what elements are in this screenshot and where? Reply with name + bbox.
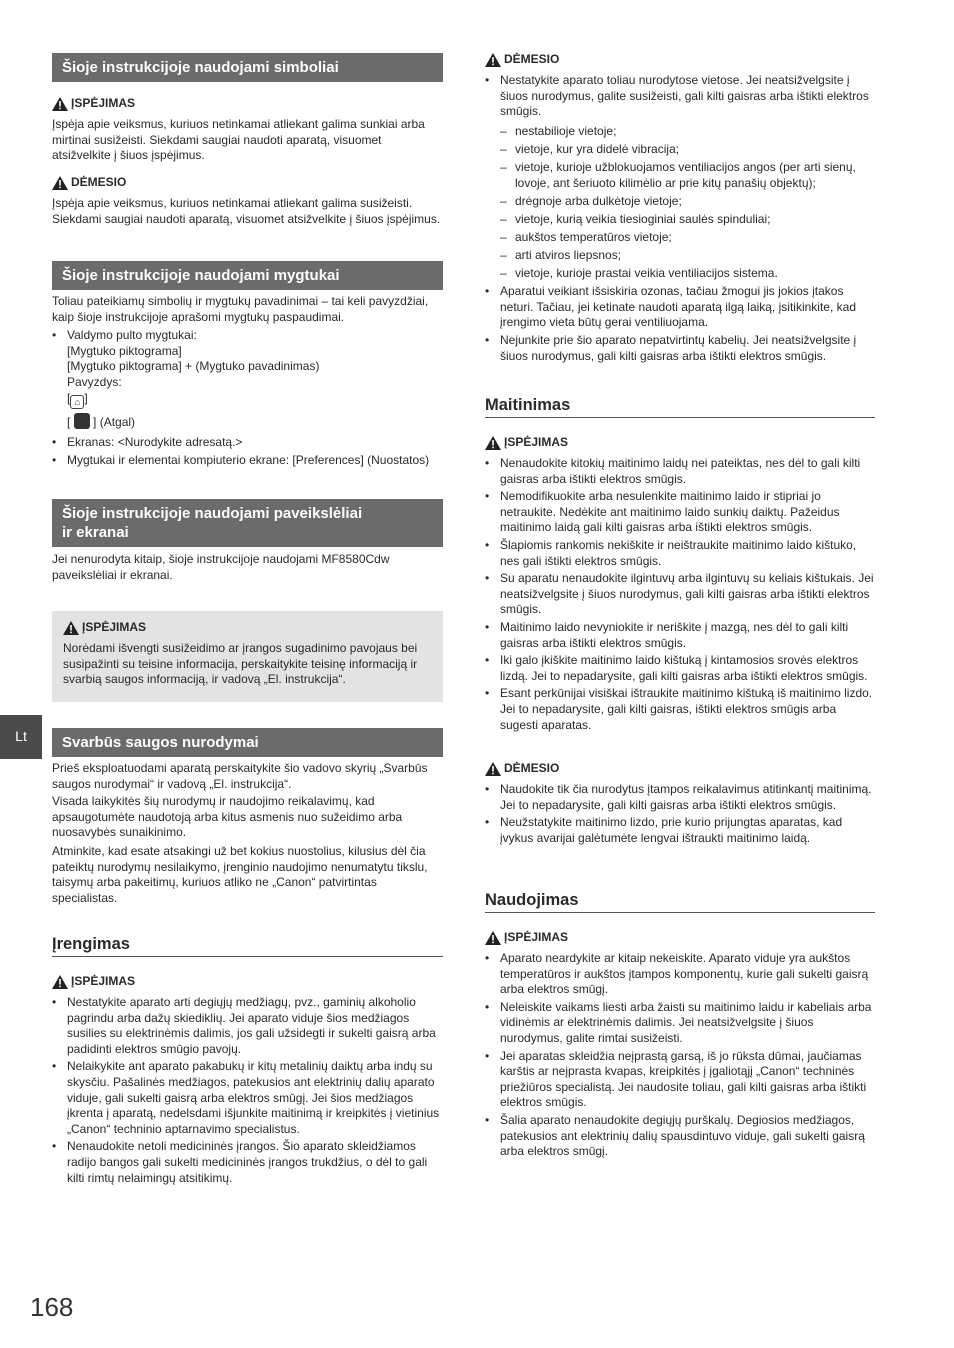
dash-item: – vietoje, kur yra didelė vibracija; — [485, 142, 875, 158]
power-caution-label — [485, 761, 559, 777]
install-heading: Įrengimas — [52, 937, 443, 957]
warning-label-text: ĮSPĖJIMAS — [71, 96, 136, 110]
graybox-warning-label — [63, 620, 146, 636]
warning-label-text: ĮSPĖJIMAS — [82, 620, 147, 634]
symbols-caution-text: Įspėja apie veiksmus, kuriuos netinkamai atliekant galima susižeisti. Siekdami saugiai naudoti aparatą, visuomet atsižvelkite į šiuos įspėjimus. — [52, 196, 441, 226]
images-heading — [52, 499, 443, 547]
dash-item: – aukštos temperatūros vietoje; — [485, 230, 875, 246]
images-heading-line: ir ekranai — [62, 524, 129, 541]
list-item: • Nemodifikuokite arba nesulenkite maitinimo laido ir stipriai jo netraukite. Nedėkite ant maitinimo laido sunkių daiktų. Pažeidus maitinimo laidą gali kilti gaisras arba ištikti elektros smūgis. — [485, 489, 875, 536]
list-item: • Šlapiomis rankomis nekiškite ir neištraukite maitinimo laido kištuko, nes gali ištikti elektros smūgis. — [485, 538, 875, 569]
bracket: [ — [67, 391, 71, 406]
dash-item: – drėgnoje arba dulkėtoje vietoje; — [485, 194, 875, 210]
usage-warning-label — [485, 930, 568, 946]
list-item: • Su aparatu nenaudokite ilgintuvų arba ilgintuvų su keliais kištukais. Jei neatsižvelgsite į šiuos nurodymus, gali kilti gaisras arba ištikti elektros smūgis. — [485, 571, 875, 618]
dash-item: – vietoje, kurią veikia tiesioginiai saulės spinduliai; — [485, 212, 875, 228]
dash-item: – vietoje, kurioje užblokuojamos ventiliacijos angos (per arti sienų, lovoje, ant šeriuoto kilimėlio ar prie kitų panašių objektų); — [485, 160, 875, 191]
list-item-text: [Mygtuko piktograma] + (Mygtuko pavadinimas) — [67, 359, 320, 374]
back-key-label: ] (Atgal) — [93, 415, 136, 430]
symbols-warning-label — [52, 96, 135, 112]
bracket: ] — [84, 391, 88, 406]
graybox-text: Norėdami išvengti susižeidimo ar įrangos sugadinimo pavojaus bei susipažinti su teisine informacija, perskaitykite teisinę informaciją ir svarbią saugos informaciją, ir vadovą „El. instrukcija“. — [63, 641, 418, 687]
list-item-text: • Nestatykite aparato toliau nurodytose vietose. Jei neatsižvelgsite į šiuos nurodymus, galite susižeisti, gali kilti gaisras arba ištikti elektros smūgis. — [500, 73, 869, 119]
language-tab: Lt — [0, 715, 42, 759]
caution-triangle-icon — [52, 176, 68, 190]
list-item: • Aparatui veikiant išsiskiria ozonas, tačiau žmogui jis jokios įtakos neturi. Tačiau, jei ketinate naudoti aparatą ilgą laiką, įsitikinkite, kad įrengimo vieta būtų gerai ventiliuojama. — [485, 284, 875, 331]
list-item: • Nenaudokite kitokių maitinimo laidų nei pateiktas, nes dėl to gali kilti gaisras arba ištikti elektros smūgis. — [485, 456, 875, 487]
warning-triangle-icon — [52, 97, 68, 111]
symbols-heading — [52, 53, 443, 82]
list-item: • Naudokite tik čia nurodytus įtampos reikalavimus atitinkantį maitinimą. Jei to nepadarysite, gali kilti gaisras arba ištikti elektros smūgis. — [485, 782, 875, 813]
list-item-text: • Valdymo pulto mygtukai: — [67, 328, 197, 342]
home-key-icon: ⌂ — [70, 395, 84, 409]
page-number: 168 — [30, 1292, 74, 1322]
power-caution-list — [485, 782, 875, 848]
back-key-icon — [74, 413, 90, 429]
warning-triangle-icon — [63, 621, 79, 635]
list-item: • Ekranas: <Nurodykite adresatą.> — [52, 435, 443, 451]
install-caution-label — [485, 52, 559, 68]
list-item: • Nejunkite prie šio aparato nepatvirtintų kabelių. Jei neatsižvelgsite į šiuos nurodymus, gali kilti gaisras arba ištikti elektros smūgis. — [485, 333, 875, 364]
images-heading-line: Šioje instrukcijoje naudojami paveikslėliai — [62, 505, 363, 522]
list-item: • Nelaikykite ant aparato pakabukų ir kitų metalinių daiktų arba indų su skysčiu. Pašalinės medžiagos, patekusios ant elektrinių dalių aparato viduje, gali sukelti gaisrą arba elektros smūgį. Jei šios medžiagos įkrenta į aparatą, nedelsdami išjunkite maitinimą ir kreipkitės į vietinius „Canon“ techninio aptarnavimo specialistus. — [52, 1059, 443, 1137]
buttons-list — [52, 328, 443, 470]
list-item: • Aparato neardykite ar kitaip nekeiskite. Aparato viduje yra aukštos temperatūros ir aukštos įtampos komponentų, kurie gali sukelti gaisrą arba elektros smūgį. — [485, 951, 875, 998]
list-item — [52, 328, 443, 431]
warning-triangle-icon — [52, 975, 68, 989]
list-item: • Nestatykite aparato arti degiųjų medžiagų, pvz., gaminių alkoholio pagrindu arba dažų skiediklių. Jei aparato viduje šios medžiagos susilies su elektrinėmis dalimis, jos gali užsidegti ir sukelti gaisrą arba padidinti elektros smūgio pavojų. — [52, 995, 443, 1057]
dash-item: – nestabilioje vietoje; — [485, 124, 875, 140]
usage-warning-list — [485, 951, 875, 1162]
warning-triangle-icon — [485, 931, 501, 945]
safety-heading — [52, 728, 443, 757]
symbols-caution-label — [52, 175, 126, 191]
warning-label-text: ĮSPĖJIMAS — [504, 435, 569, 449]
dash-item: – vietoje, kurioje prastai veikia ventiliacijos sistema. — [485, 266, 875, 282]
list-item-text: [Mygtuko piktograma] — [67, 343, 182, 358]
list-item: • Mygtukai ir elementai kompiuterio ekrane: [Preferences] (Nuostatos) — [52, 453, 443, 469]
usage-heading: Naudojimas — [485, 893, 875, 913]
list-item: • Šalia aparato nenaudokite degiųjų purškalų. Degiosios medžiagos, patekusios ant elektrinių dalių spausdintuvo viduje, gali sukelti gaisrą arba elektros smūgį. — [485, 1113, 875, 1160]
list-item-text: Pavyzdys: — [67, 374, 122, 389]
install-caution-list — [485, 73, 875, 366]
install-warning-label — [52, 974, 135, 990]
safety-p1: Prieš eksploatuodami aparatą perskaitykite šio vadovo skyrių „Svarbūs saugos nurodymai“ ir vadovą „El. instrukcija“. — [52, 761, 428, 791]
caution-label-text: DĖMESIO — [504, 761, 560, 775]
symbols-heading-text: Šioje instrukcijoje naudojami simboliai — [62, 59, 339, 76]
dash-item: – arti atviros liepsnos; — [485, 248, 875, 264]
bracket: [ — [67, 415, 71, 430]
safety-p3: Atminkite, kad esate atsakingi už bet kokius nuostolius, kilusius dėl čia pateiktų nurodymų nesilaikymo, įrenginio naudojimo nenumatytu tikslu, taisymų arba pakeitimų, kuriuos atliko ne „Canon“ patvirtintas specialistas. — [52, 844, 428, 905]
list-item: • Maitinimo laido nevyniokite ir neriškite į mazgą, nes dėl to gali kilti gaisras arba ištikti elektros smūgis. — [485, 620, 875, 651]
caution-label-text: DĖMESIO — [71, 175, 127, 189]
list-item: • Neleiskite vaikams liesti arba žaisti su maitinimo laidu ir kabeliais arba vidinėmis ar elektrinėmis dalimis. Jei neatsižvelgsite į šiuos nurodymus, galite rimtai susižeisti. — [485, 1000, 875, 1047]
caution-label-text: DĖMESIO — [504, 52, 560, 66]
caution-triangle-icon — [485, 53, 501, 67]
buttons-intro: Toliau pateikiamų simbolių ir mygtukų pavadinimai – tai keli pavyzdžiai, kaip šioje instrukcijoje aprašomi mygtukų paspaudimai. — [52, 294, 429, 324]
list-item — [485, 73, 875, 282]
buttons-heading — [52, 261, 443, 290]
example-key-row — [67, 391, 443, 409]
warning-label-text: ĮSPĖJIMAS — [504, 930, 569, 944]
list-item: • Neužstatykite maitinimo lizdo, prie kurio prijungtas aparatas, kad įvykus avarijai galėtumėte lengvai ištraukti maitinimo laidą. — [485, 815, 875, 846]
safety-heading-text: Svarbūs saugos nurodymai — [62, 734, 259, 751]
safety-p2: Visada laikykitės šių nurodymų ir naudojimo reikalavimų, kad apsaugotumėte naudotoją arba kitus asmenis nuo sužeidimo arba nuosavybės sunaikinimo. — [52, 794, 403, 840]
power-heading: Maitinimas — [485, 398, 875, 418]
power-warning-label — [485, 435, 568, 451]
warning-triangle-icon — [485, 436, 501, 450]
install-warning-list — [52, 995, 443, 1188]
symbols-warning-text: Įspėja apie veiksmus, kuriuos netinkamai atliekant galima sunkiai arba mirtinai susižeisti. Siekdami saugiai naudoti aparatą, visuomet atsižvelkite į šiuos įspėjimus. — [52, 117, 425, 163]
example-key-row — [67, 413, 443, 431]
list-item: • Esant perkūnijai visiškai ištraukite maitinimo kištuką iš maitinimo lizdo. Jei to nepadarysite, gali kilti gaisras, ištikti elektros smūgis arba sugesti aparatas. — [485, 686, 875, 733]
warning-label-text: ĮSPĖJIMAS — [71, 974, 136, 988]
list-item: • Nenaudokite netoli medicininės įrangos. Šio aparato skleidžiamos radijo bangos gali sukelti medicininės įrangos trukdžius, o dėl to gali kilti rimtų nelaimingų atsitikimų. — [52, 1139, 443, 1186]
caution-triangle-icon — [485, 762, 501, 776]
location-dash-list — [485, 124, 875, 282]
list-item: • Jei aparatas skleidžia neįprastą garsą, iš jo rūksta dūmai, jaučiamas karštis ar neįprasta kvapas, kreipkitės į įgaliotąjį „Canon“ techninės priežiūros specialistą. Jei naudosite toliau, gali kilti gaisras arba ištikti elektros smūgis. — [485, 1049, 875, 1111]
buttons-heading-text: Šioje instrukcijoje naudojami mygtukai — [62, 267, 340, 284]
images-text: Jei nenurodyta kitaip, šioje instrukcijoje naudojami MF8580Cdw paveikslėliai ir ekranai. — [52, 552, 390, 582]
list-item: • Iki galo įkiškite maitinimo laido kištuką į kintamosios srovės elektros lizdą. Jei to nepadarysite, gali kilti gaisras arba ištikti elektros smūgis. — [485, 653, 875, 684]
power-warning-list — [485, 456, 875, 735]
